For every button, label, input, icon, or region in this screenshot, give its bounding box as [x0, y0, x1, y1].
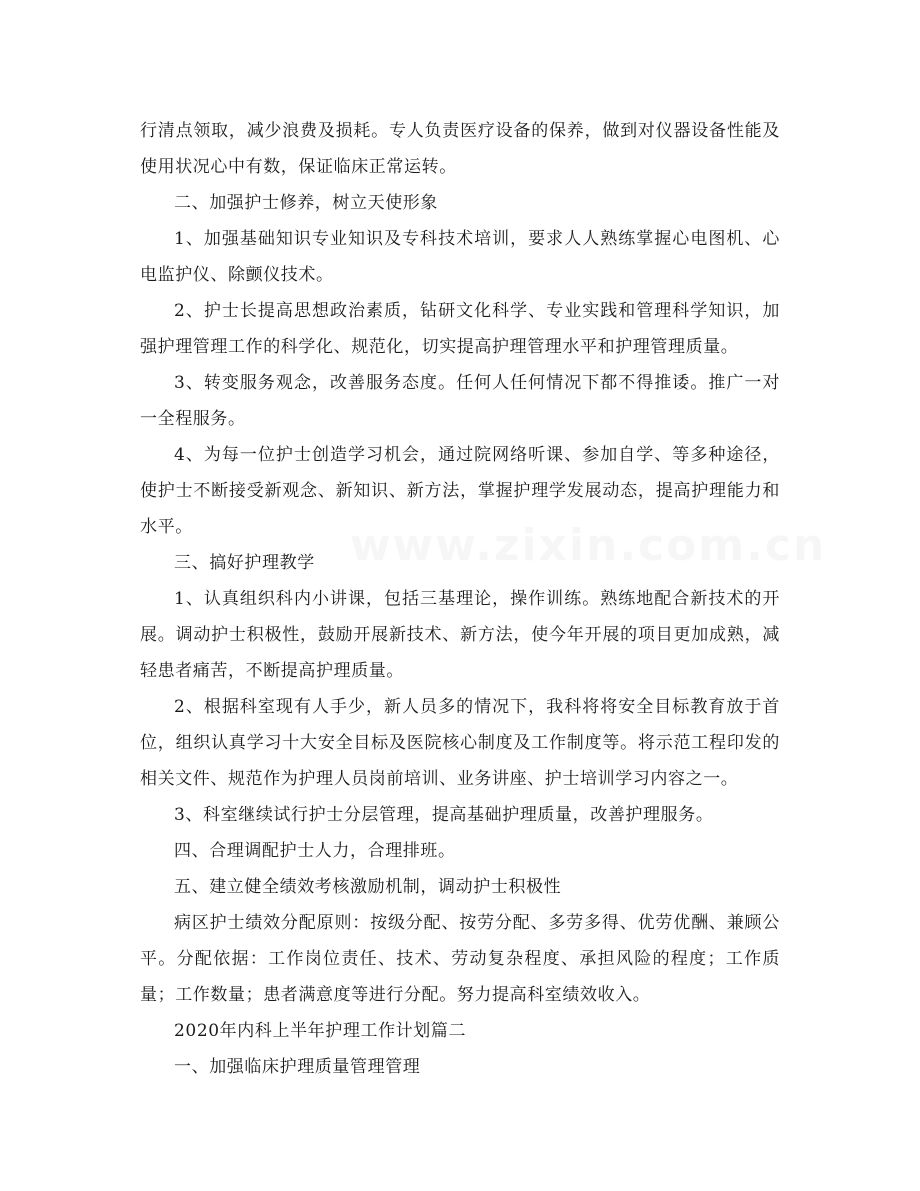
section-heading: 三、搞好护理教学: [174, 553, 315, 573]
paragraph: 1、加强基础知识专业知识及专科技术培训，要求人人熟练掌握心电图机、心电监护仪、除颤仪技术。: [140, 229, 780, 285]
paragraph: 1、认真组织科内小讲课，包括三基理论，操作训练。熟练地配合新技术的开展。调动护士积极性，鼓励开展新技术、新方法，使今年开展的项目更加成熟，减轻患者痛苦，不断提高护理质量。: [140, 589, 780, 681]
paragraph: 4、为每一位护士创造学习机会，通过院网络听课、参加自学、等多种途径，使护士不断接受新观念、新知识、新方法，掌握护理学发展动态，提高护理能力和水平。: [140, 445, 780, 537]
paragraph: 3、转变服务观念，改善服务态度。任何人任何情况下都不得推诿。推广一对一全程服务。: [140, 373, 780, 429]
paragraph: 病区护士绩效分配原则：按级分配、按劳分配、多劳多得、优劳优酬、兼顾公平。分配依据：工作岗位责任、技术、劳动复杂程度、承担风险的程度；工作质量；工作数量；患者满意度等进行分配。努力提高科室绩效收入。: [140, 913, 780, 1005]
section-heading: 二、加强护士修养，树立天使形象: [174, 193, 438, 213]
paragraph: 行清点领取，减少浪费及损耗。专人负责医疗设备的保养，做到对仪器设备性能及使用状况心中有数，保证临床正常运转。: [140, 121, 780, 177]
paragraph: 2、护士长提高思想政治素质，钻研文化科学、专业实践和管理科学知识，加强护理管理工作的科学化、规范化，切实提高护理管理水平和护理管理质量。: [140, 301, 780, 357]
article-title: 2020年内科上半年护理工作计划篇二: [174, 1021, 467, 1041]
section-heading: 五、建立健全绩效考核激励机制，调动护士积极性: [174, 877, 562, 897]
section-heading: 四、合理调配护士人力，合理排班。: [174, 841, 456, 861]
document-body: [140, 113, 780, 1085]
paragraph: 2、根据科室现有人手少，新人员多的情况下，我科将将安全目标教育放于首位，组织认真学习十大安全目标及医院核心制度及工作制度等。将示范工程印发的相关文件、规范作为护理人员岗前培训、业务讲座、护士培训学习内容之一。: [140, 697, 780, 789]
paragraph: 3、科室继续试行护士分层管理，提高基础护理质量，改善护理服务。: [174, 805, 714, 825]
section-heading: 一、加强临床护理质量管理管理: [174, 1057, 421, 1077]
